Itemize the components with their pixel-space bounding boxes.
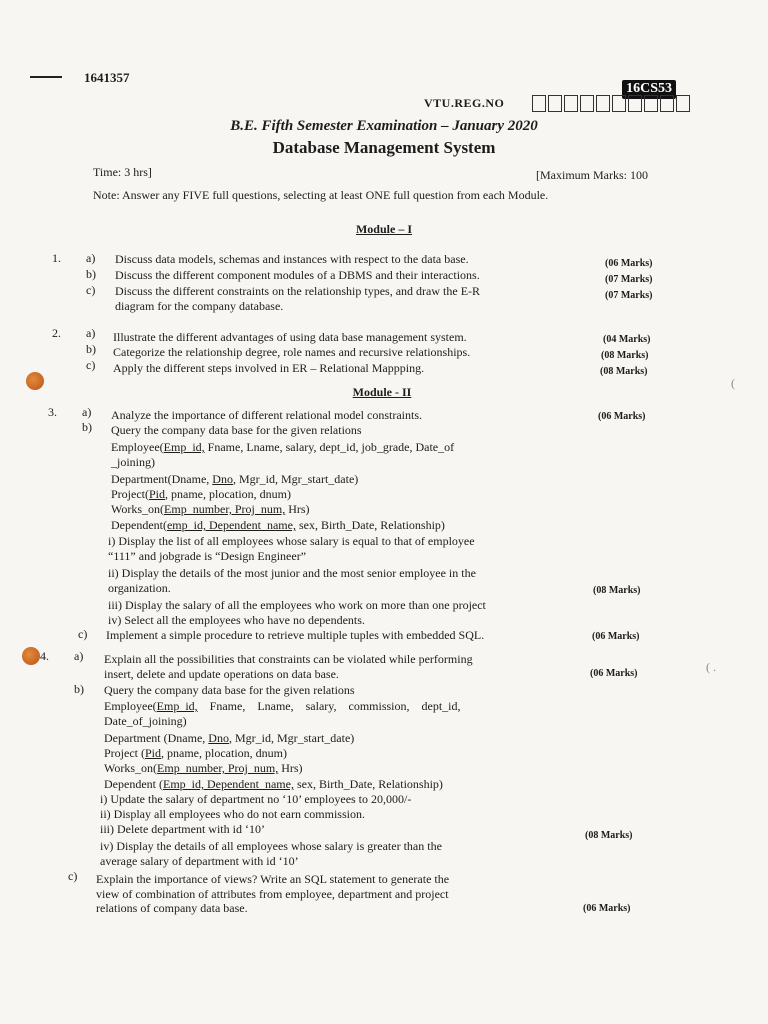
q3b-works-relation: [111, 502, 310, 516]
reg-box: [580, 95, 594, 112]
q4b-dep-key: Emp_id, Dependent_name,: [162, 777, 294, 791]
q4a-marks: (06 Marks): [590, 668, 638, 679]
q4b-emp-rest: Fname, Lname, salary, commission, dept_id,: [197, 699, 461, 713]
q3b-proj-rest: , pname, plocation, dnum): [165, 487, 291, 501]
q2-number: 2.: [52, 326, 61, 340]
punch-hole-mark: [22, 647, 40, 665]
q1a-label: a): [86, 251, 96, 265]
q3b-marks: (08 Marks): [593, 585, 641, 596]
time-allowed: Time: 3 hrs]: [93, 165, 152, 179]
q3-number: 3.: [48, 405, 57, 419]
q4b-works-key: Emp_number, Proj_num,: [157, 761, 279, 775]
q4a-line1: Explain all the possibilities that constraints can be violated while performing: [104, 652, 473, 666]
q4b-department-relation: [104, 731, 354, 745]
q4b-project-relation: [104, 746, 287, 760]
q4b-label: b): [74, 682, 84, 696]
q2b-text: Categorize the relationship degree, role names and recursive relationships.: [113, 345, 471, 359]
q3b-works-key: Emp_number, Proj_num,: [164, 502, 286, 516]
q1b-marks: (07 Marks): [605, 274, 653, 285]
q3b-employee-relation: [111, 440, 454, 454]
q3b-proj-key: Pid: [149, 487, 166, 501]
q3b-iii: iii) Display the salary of all the employees who work on more than one project: [108, 598, 486, 612]
subject-code-badge: 16CS53: [622, 80, 676, 99]
q3b-emp-key: Emp_id,: [163, 440, 205, 454]
stray-mark: (: [731, 376, 735, 390]
q1c-label: c): [86, 283, 96, 297]
q3b-emp-rest: Fname, Lname, salary, dept_id, job_grade, Date_of: [204, 440, 455, 454]
q2a-marks: (04 Marks): [603, 334, 651, 345]
paper-code: 1641357: [84, 70, 130, 85]
q4b-emp-key: Emp_id,: [156, 699, 198, 713]
q2c-text: Apply the different steps involved in ER – Relational Mappping.: [113, 361, 425, 375]
q2c-marks: (08 Marks): [600, 366, 648, 377]
q4b-ii: ii) Display all employees who do not earn commission.: [100, 807, 365, 821]
q4b-marks: (08 Marks): [585, 830, 633, 841]
q3b-ii-line1: ii) Display the details of the most junior and the most senior employee in the: [108, 566, 476, 580]
q3b-department-relation: [111, 472, 358, 486]
q4b-proj-key: Pid: [145, 746, 162, 760]
q4b-dept-key: Dno: [208, 731, 229, 745]
subject-title: Database Management System: [272, 138, 496, 157]
q1c-line2: diagram for the company database.: [115, 299, 284, 313]
q3a-text: Analyze the importance of different relational model constraints.: [111, 408, 422, 422]
reg-box: [612, 95, 626, 112]
q4c-line2: view of combination of attributes from employee, department and project: [96, 887, 449, 901]
q1b-label: b): [86, 267, 96, 281]
q3a-marks: (06 Marks): [598, 411, 646, 422]
q4b-proj-pre: Project (: [104, 746, 145, 760]
q4c-label: c): [68, 869, 78, 883]
stray-mark: ( .: [706, 660, 716, 674]
q4a-label: a): [74, 649, 84, 663]
header-dash: [30, 76, 62, 78]
q3b-label: b): [82, 420, 92, 434]
q3b-emp-line2: _joining): [111, 455, 155, 469]
q4b-dep-pre: Dependent (: [104, 777, 163, 791]
q1-number: 1.: [52, 251, 61, 265]
q3b-dep-key: emp_id, Dependent_name,: [166, 518, 296, 532]
q2a-label: a): [86, 326, 96, 340]
q3b-dept-pre: Department(Dname,: [111, 472, 213, 486]
q4b-works-pre: Works_on(: [104, 761, 158, 775]
q3b-iv: iv) Select all the employees who have no dependents.: [108, 613, 365, 627]
q4b-dep-rest: sex, Birth_Date, Relationship): [293, 777, 443, 791]
reg-box: [532, 95, 546, 112]
module-1-title: Module – I: [355, 222, 412, 236]
reg-box: [596, 95, 610, 112]
q4b-i: i) Update the salary of department no ‘10’ employees to 20,000/-: [100, 792, 412, 806]
q4b-iv-line2: average salary of department with id ‘10’: [100, 854, 299, 868]
q3b-dep-rest: sex, Birth_Date, Relationship): [295, 518, 445, 532]
q3b-i-line1: i) Display the list of all employees whose salary is equal to that of employee: [108, 534, 475, 548]
q1a-marks: (06 Marks): [605, 258, 653, 269]
q4-number: 4.: [40, 649, 49, 663]
reg-box: [628, 95, 642, 112]
q4b-proj-rest: , pname, plocation, dnum): [161, 746, 287, 760]
q4b-employee-relation: [104, 699, 461, 713]
q4b-works-relation: [104, 761, 303, 775]
q4b-intro: Query the company data base for the given relations: [104, 683, 355, 697]
instructions-note: Note: Answer any FIVE full questions, selecting at least ONE full question from each Module.: [93, 188, 549, 202]
max-marks: [Maximum Marks: 100: [536, 168, 648, 182]
q3b-dependent-relation: [111, 518, 445, 532]
reg-box: [564, 95, 578, 112]
q4b-iv-line1: iv) Display the details of all employees whose salary is greater than the: [100, 839, 442, 853]
q2a-text: Illustrate the different advantages of using data base management system.: [113, 330, 467, 344]
q4b-dept-pre: Department (Dname,: [104, 731, 209, 745]
q1c-line1: Discuss the different constraints on the relationship types, and draw the E-R: [115, 284, 481, 298]
q3b-proj-pre: Project(: [111, 487, 149, 501]
q4c-line1: Explain the importance of views? Write an SQL statement to generate the: [96, 872, 450, 886]
q3b-project-relation: [111, 487, 291, 501]
q1a-text: Discuss data models, schemas and instances with respect to the data base.: [115, 252, 469, 266]
exam-title: B.E. Fifth Semester Examination – January 2020: [230, 118, 538, 134]
q3b-emp-pre: Employee(: [111, 440, 164, 454]
reg-box: [548, 95, 562, 112]
reg-box: [660, 95, 674, 112]
q4b-dept-rest: , Mgr_id, Mgr_start_date): [228, 731, 355, 745]
q1b-text: Discuss the different component modules of a DBMS and their interactions.: [115, 268, 480, 282]
q4b-dependent-relation: [104, 777, 443, 791]
reg-no-boxes: [532, 95, 692, 112]
q4b-emp-pre: Employee(: [104, 699, 157, 713]
q2c-label: c): [86, 358, 96, 372]
q4b-works-rest: Hrs): [278, 761, 303, 775]
reg-box: [676, 95, 690, 112]
q3a-label: a): [82, 405, 92, 419]
q4a-line2: insert, delete and update operations on data base.: [104, 667, 339, 681]
q3c-marks: (06 Marks): [592, 631, 640, 642]
q3b-dep-pre: Dependent(: [111, 518, 167, 532]
q3b-i-line2: “111” and jobgrade is “Design Engineer”: [108, 549, 307, 563]
q4c-marks: (06 Marks): [583, 903, 631, 914]
q4b-emp-line2: Date_of_joining): [104, 714, 187, 728]
q3c-label: c): [78, 627, 88, 641]
q3b-dept-rest: , Mgr_id, Mgr_start_date): [232, 472, 359, 486]
q4b-iii: iii) Delete department with id ‘10’: [100, 822, 265, 836]
reg-no-label: VTU.REG.NO: [424, 96, 505, 110]
q2b-label: b): [86, 342, 96, 356]
q4c-line3: relations of company data base.: [96, 901, 248, 915]
q1c-marks: (07 Marks): [605, 290, 653, 301]
q3b-works-pre: Works_on(: [111, 502, 165, 516]
reg-box: [644, 95, 658, 112]
q3c-text: Implement a simple procedure to retrieve multiple tuples with embedded SQL.: [106, 628, 485, 642]
q3b-works-rest: Hrs): [285, 502, 310, 516]
q3b-ii-line2: organization.: [108, 581, 171, 595]
q3b-intro: Query the company data base for the given relations: [111, 423, 362, 437]
module-2-title: Module - II: [352, 385, 412, 399]
q3b-dept-key: Dno: [212, 472, 233, 486]
q2b-marks: (08 Marks): [601, 350, 649, 361]
